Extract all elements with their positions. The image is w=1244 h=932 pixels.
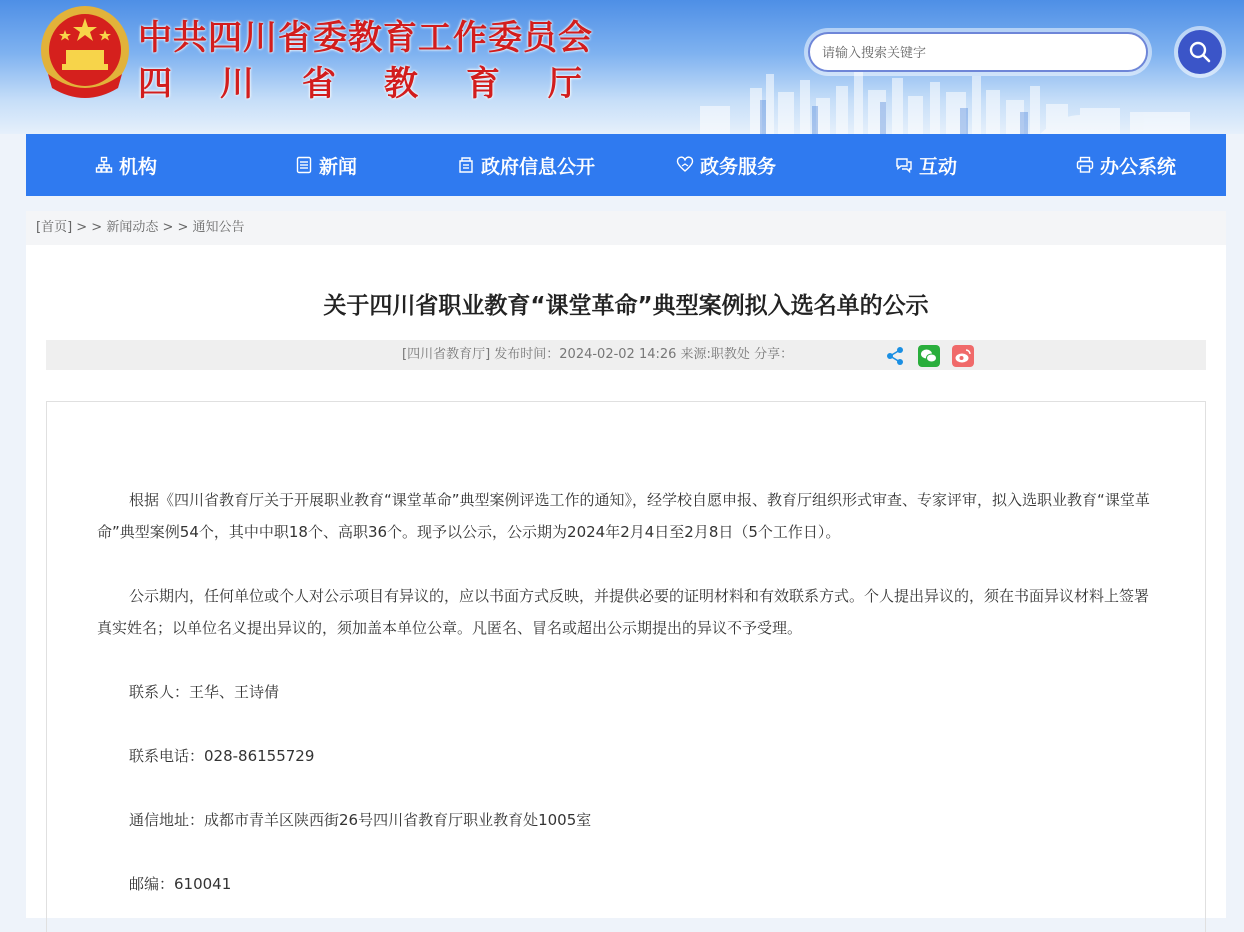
nav-item-org[interactable]	[26, 134, 226, 196]
nav-item-interaction[interactable]	[826, 134, 1026, 196]
nav-label: 政务服务	[699, 155, 776, 178]
nav-label: 互动	[918, 155, 957, 178]
main-nav	[26, 134, 1226, 196]
breadcrumb	[26, 211, 1226, 245]
printer-icon	[1076, 156, 1094, 174]
search-input[interactable]	[820, 34, 1134, 72]
search-button[interactable]	[1178, 30, 1222, 74]
weibo-icon[interactable]	[952, 345, 974, 367]
nav-label: 政府信息公开	[480, 155, 595, 178]
article-title: 关于四川省职业教育“课堂革命”典型案例拟入选名单的公示	[323, 293, 929, 319]
search-icon	[1188, 40, 1212, 64]
contact-person: 联系人：王华、王诗倩	[129, 683, 280, 701]
nav-label: 新闻	[318, 155, 357, 178]
document-icon	[457, 156, 475, 174]
contact-phone: 联系电话：028-86155729	[129, 747, 315, 765]
site-header	[0, 0, 1244, 134]
nav-label: 机构	[118, 155, 157, 178]
newspaper-icon	[295, 156, 313, 174]
article-content	[46, 401, 1206, 932]
share-icon[interactable]	[884, 345, 906, 367]
breadcrumb-text[interactable]: [首页] > > 新闻动态 > > 通知公告	[36, 220, 245, 235]
org-chart-icon	[95, 156, 113, 174]
wechat-icon[interactable]	[918, 345, 940, 367]
heart-hands-icon	[676, 156, 694, 174]
search-box	[808, 32, 1148, 72]
postal-code: 邮编：610041	[129, 875, 232, 893]
paragraph: 根据《四川省教育厅关于开展职业教育“课堂革命”典型案例评选工作的通知》，经学校自愿申报、教育厅组织形式审查、专家评审，拟入选职业教育“课堂革命”典型案例54个，其中中职18个、高职36个。现予以公示，公示期为2024年2月4日至2月8日（5个工作日）。	[97, 491, 1150, 541]
site-title-line1: 中共四川省委教育工作委员会	[138, 18, 593, 58]
nav-label: 办公系统	[1099, 155, 1176, 178]
chat-icon	[895, 156, 913, 174]
nav-item-gov-info[interactable]	[426, 134, 626, 196]
nav-item-office[interactable]	[1026, 134, 1226, 196]
national-emblem-icon	[38, 4, 132, 100]
contact-address: 通信地址：成都市青羊区陕西街26号四川省教育厅职业教育处1005室	[129, 811, 592, 829]
paragraph: 公示期内，任何单位或个人对公示项目有异议的，应以书面方式反映，并提供必要的证明材料和有效联系方式。个人提出异议的，须在书面异议材料上签署真实姓名；以单位名义提出异议的，须加盖本单位公章。凡匿名、冒名或超出公示期提出的异议不予受理。	[97, 587, 1150, 637]
nav-item-news[interactable]	[226, 134, 426, 196]
article-meta: [四川省教育厅] 发布时间：2024-02-02 14:26 来源:职教处 分享：	[402, 347, 794, 362]
article-meta-bar	[46, 340, 1206, 370]
article-main	[26, 245, 1226, 918]
nav-item-gov-services[interactable]	[626, 134, 826, 196]
site-title-line2: 四川省教育厅	[138, 64, 630, 104]
